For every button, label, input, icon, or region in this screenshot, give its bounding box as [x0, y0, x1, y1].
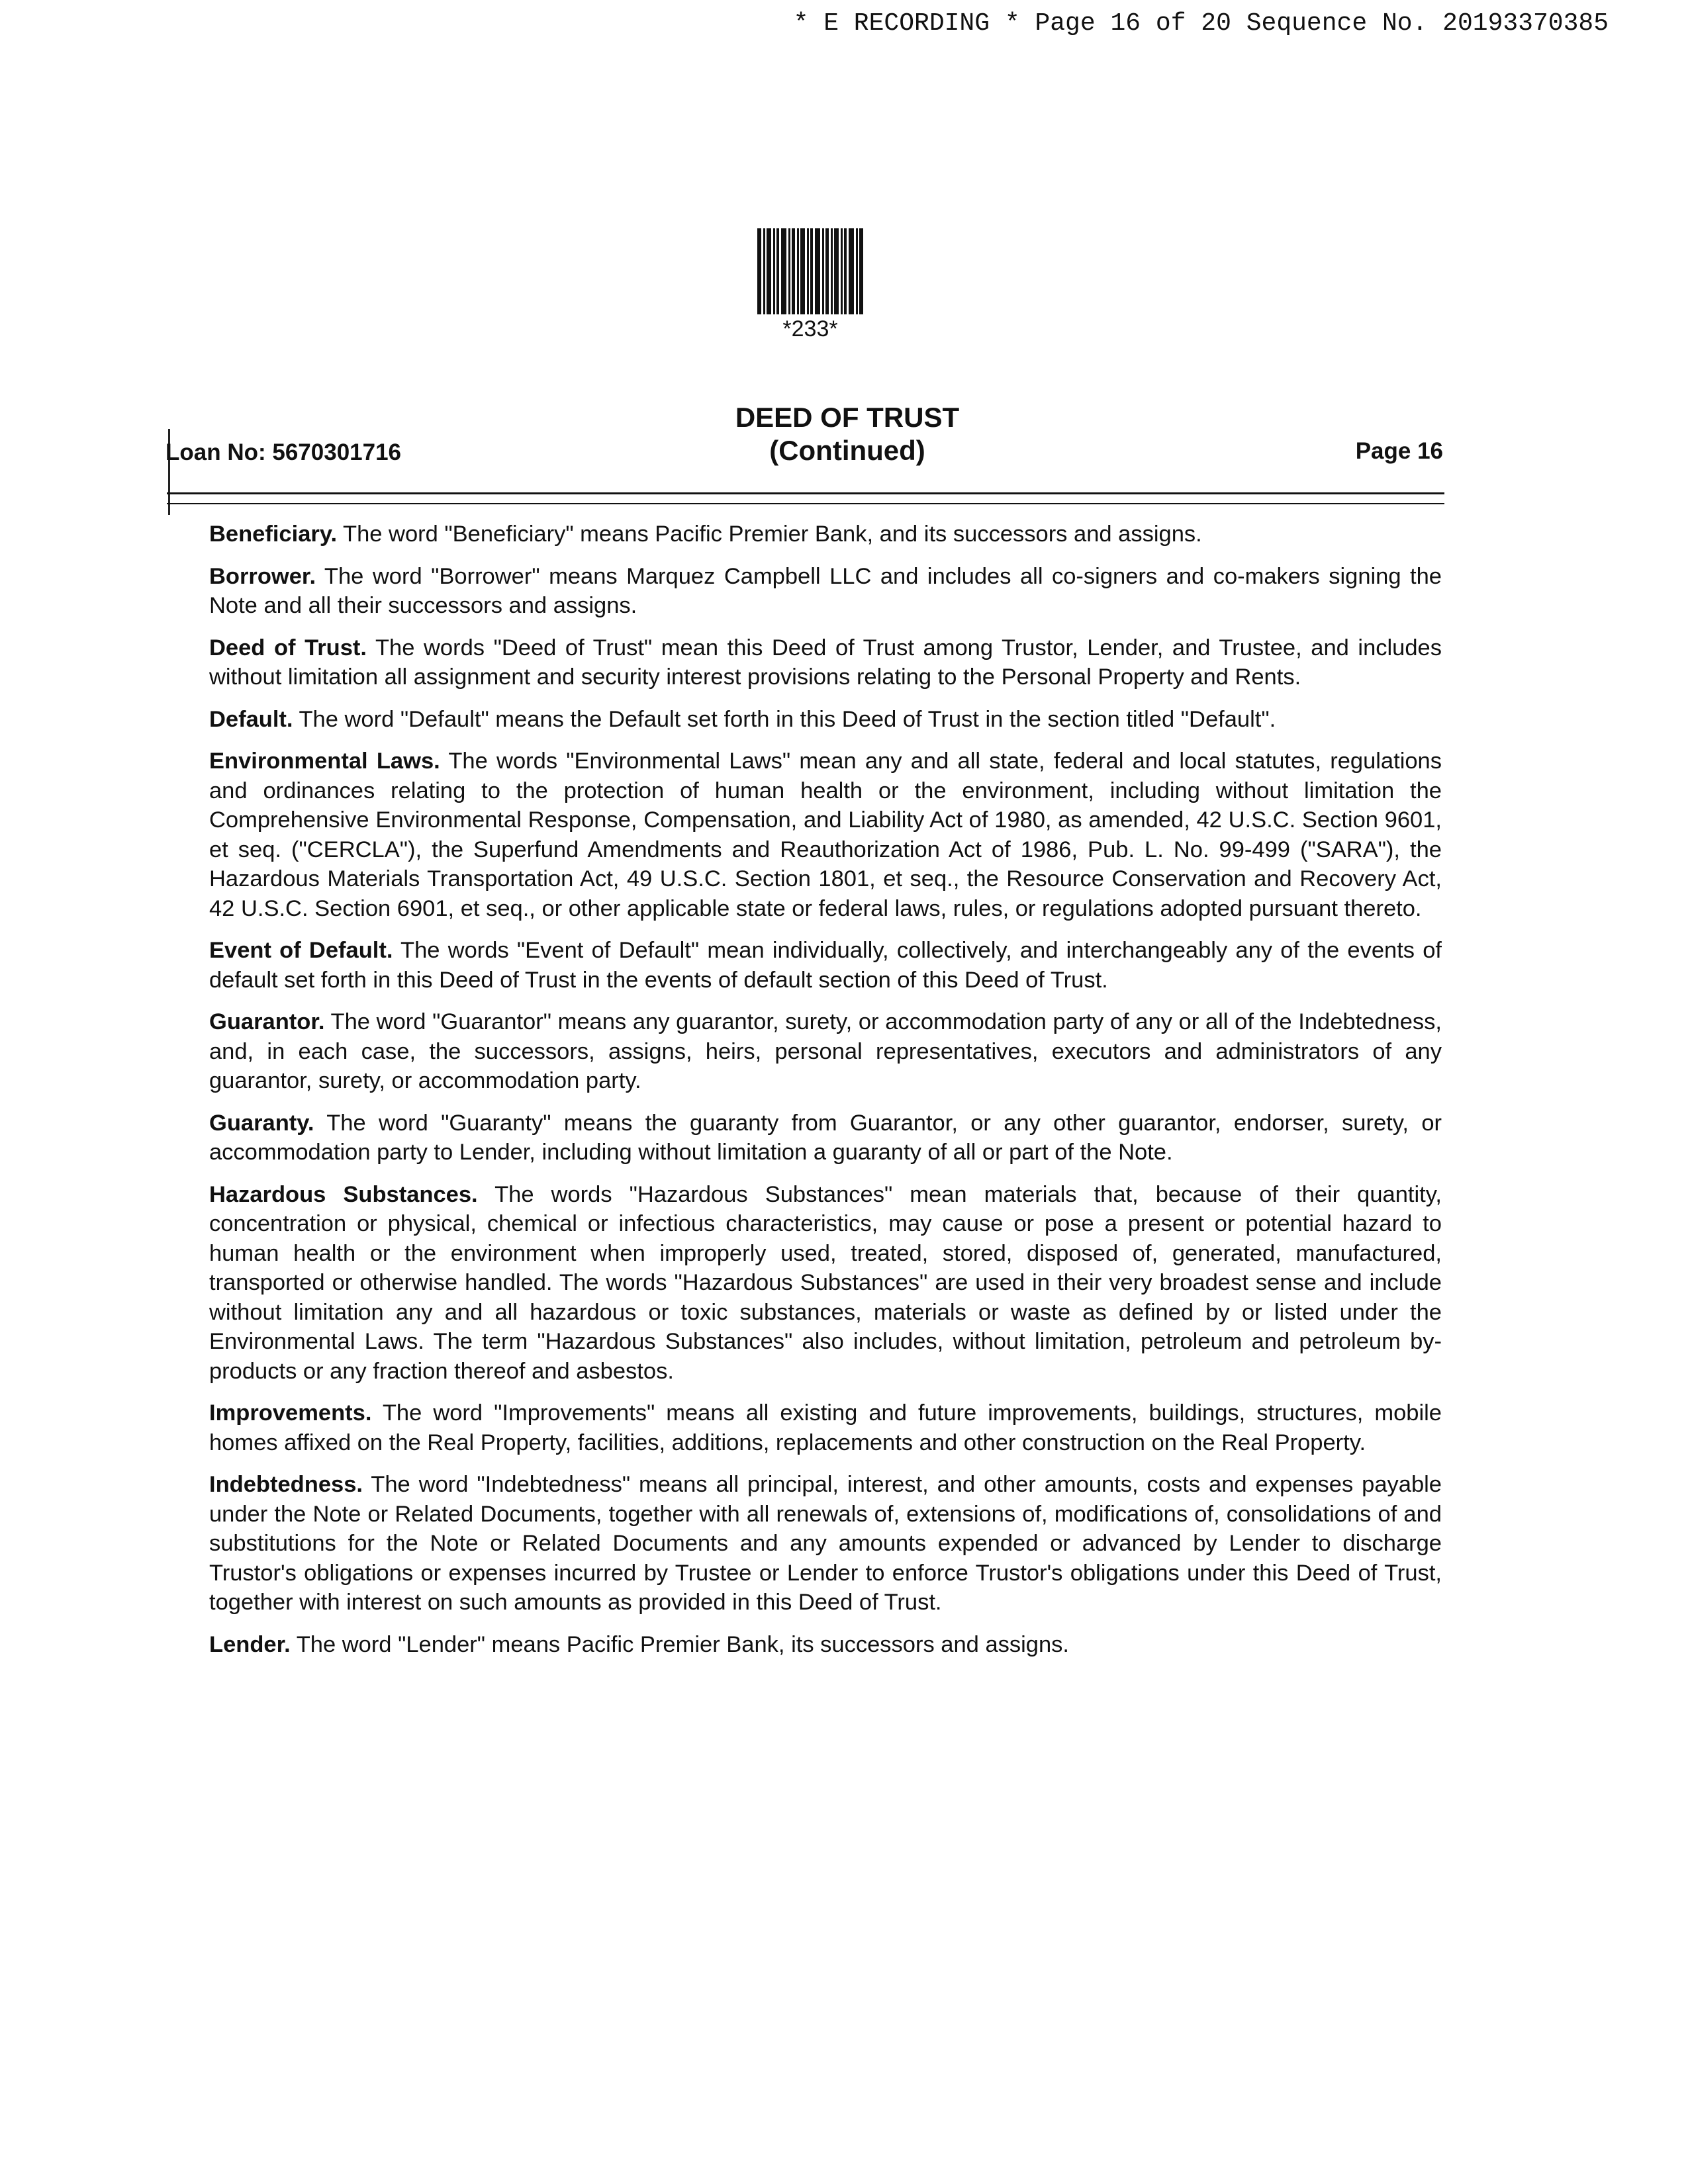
- definition-term: Lender.: [209, 1631, 291, 1657]
- definition-text: The word "Guarantor" means any guarantor, surety, or accommodation party of any or all of the Indebtedness, and, in each case, the successors, assigns, heirs, personal representatives, executors and administrators of any guarantor, surety, or accommodation party.: [209, 1009, 1442, 1093]
- document-title-block: [596, 401, 1099, 467]
- definition-paragraph: [209, 1007, 1442, 1096]
- definition-paragraph: [209, 520, 1442, 549]
- definition-text: The word "Guaranty" means the guaranty from Guarantor, or any other guarantor, endorser, surety, or accommodation party to Lender, including without limitation a guaranty of all or part of the Note.: [209, 1110, 1442, 1165]
- definition-term: Beneficiary.: [209, 522, 338, 547]
- definition-term: Indebtedness.: [209, 1472, 363, 1497]
- definition-paragraph: [209, 1180, 1442, 1387]
- definition-text: The words "Environmental Laws" mean any and all state, federal and local statutes, regulations and ordinances relating to the protection of human health or the environment, including without limitation the Comprehensive Environmental Response, Compensation, and Liability Act of 1980, as amended, 42 U.S.C. Section 9601, et seq. ("CERCLA"), the Superfund Amendments and Reauthorization Act of 1986, Pub. L. No. 99-499 ("SARA"), the Hazardous Materials Transportation Act, 49 U.S.C. Section 1801, et seq., the Resource Conservation and Recovery Act, 42 U.S.C. Section 6901, et seq., or other applicable state or federal laws, rules, or regulations adopted pursuant thereto.: [209, 749, 1442, 921]
- definition-term: Deed of Trust.: [209, 635, 367, 660]
- document-title: DEED OF TRUST: [735, 402, 960, 433]
- definition-paragraph: [209, 1470, 1442, 1617]
- page-number: Page 16: [1355, 438, 1443, 464]
- definition-paragraph: [209, 633, 1442, 692]
- definition-paragraph: [209, 1630, 1442, 1660]
- loan-number: Loan No: 5670301716: [165, 439, 402, 465]
- definition-term: Environmental Laws.: [209, 749, 440, 774]
- definition-term: Guarantor.: [209, 1009, 325, 1034]
- definition-term: Improvements.: [209, 1400, 372, 1426]
- definition-term: Borrower.: [209, 563, 316, 589]
- definition-paragraph: [209, 747, 1442, 923]
- definition-paragraph: [209, 1398, 1442, 1457]
- recording-header: * E RECORDING * Page 16 of 20 Sequence No. 20193370385: [793, 9, 1609, 38]
- definition-text: The word "Beneficiary" means Pacific Premier Bank, and its successors and assigns.: [343, 522, 1202, 547]
- definition-term: Event of Default.: [209, 938, 393, 963]
- definition-text: The word "Indebtedness" means all principal, interest, and other amounts, costs and expenses payable under the Note or Related Documents, together with all renewals of, extensions of, modifications of, consolidations of and substitutions for the Note or Related Documents and any amounts expended or advanced by Lender to discharge Trustor's obligations or expenses incurred by Trustee or Lender to enforce Trustor's obligations under this Deed of Trust, together with interest on such amounts as provided in this Deed of Trust.: [209, 1472, 1442, 1615]
- barcode-label: *233*: [782, 316, 838, 341]
- definition-paragraph: [209, 1109, 1442, 1167]
- definition-paragraph: [209, 562, 1442, 621]
- definition-term: Guaranty.: [209, 1110, 314, 1136]
- document-subtitle: (Continued): [769, 435, 925, 466]
- definition-text: The word "Default" means the Default set forth in this Deed of Trust in the section titled "Default".: [299, 706, 1276, 732]
- definition-text: The word "Improvements" means all existing and future improvements, buildings, structures, mobile homes affixed on the Real Property, facilities, additions, replacements and other construction on the Real Property.: [209, 1400, 1442, 1455]
- definition-text: The words "Event of Default" mean individually, collectively, and interchangeably any of the events of default set forth in this Deed of Trust in the events of default section of this Deed of Trust.: [209, 938, 1442, 993]
- definition-text: The words "Deed of Trust" mean this Deed of Trust among Trustor, Lender, and Trustee, and includes without limitation all assignment and security interest provisions relating to the Personal Property and Rents.: [209, 635, 1442, 690]
- definition-text: The word "Borrower" means Marquez Campbell LLC and includes all co-signers and co-makers signing the Note and all their successors and assigns.: [209, 563, 1442, 618]
- definition-text: The word "Lender" means Pacific Premier Bank, its successors and assigns.: [296, 1631, 1070, 1657]
- definition-term: Hazardous Substances.: [209, 1181, 478, 1207]
- header-rule-top: [167, 492, 1444, 494]
- definition-paragraph: [209, 936, 1442, 995]
- header-rule-bottom: [167, 503, 1444, 504]
- definitions-body: [209, 520, 1442, 1672]
- barcode-image: [757, 228, 863, 314]
- definition-paragraph: [209, 705, 1442, 735]
- definition-text: The words "Hazardous Substances" mean materials that, because of their quantity, concentration or physical, chemical or infectious characteristics, may cause or pose a present or potential hazard to human health or the environment when improperly used, treated, stored, disposed of, generated, manufactured, transported or otherwise handled. The words "Hazardous Substances" are used in their very broadest sense and include without limitation any and all hazardous or toxic substances, materials or waste as defined by or listed under the Environmental Laws. The term "Hazardous Substances" also includes, without limitation, petroleum and petroleum by-products or any fraction thereof and asbestos.: [209, 1181, 1442, 1384]
- definition-term: Default.: [209, 706, 293, 732]
